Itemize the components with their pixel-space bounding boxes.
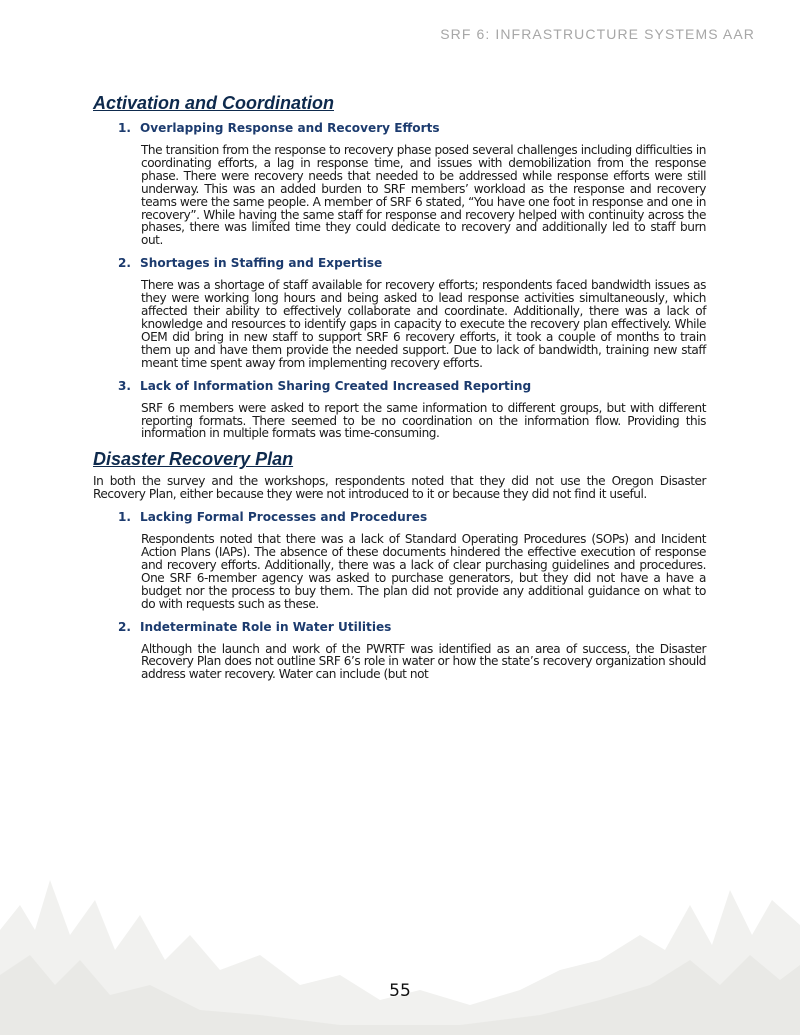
paragraph-recovery-plan-intro: In both the survey and the workshops, respondents noted that they did not use the Oregon Disaster Recovery Plan, either because they were not introduced to it or because they did not find it useful. [93,474,706,502]
section-heading-disaster-recovery-plan: Disaster Recovery Plan [93,449,294,470]
subheading-staffing-shortages [93,256,706,270]
subheading-formal-processes [93,510,706,524]
document-body [93,93,706,690]
item-title-text: Lack of Information Sharing Created Increased Reporting [140,378,532,393]
item-number: 3. [118,378,132,393]
item-title-text: Indeterminate Role in Water Utilities [140,619,392,634]
subheading-information-sharing [93,379,706,393]
running-header: SRF 6: INFRASTRUCTURE SYSTEMS AAR [440,26,755,42]
paragraph-formal-processes: Respondents noted that there was a lack of Standard Operating Procedures (SOPs) and Incident Action Plans (IAPs). The absence of these documents hindered the effective execution of response and recovery efforts. Additionally, there was a lack of clear purchasing guidelines and procedures. One SRF 6-member agency was asked to purchase generators, but they did not have a have a budget nor the process to buy them. The plan did not provide any additional guidance on what to do with requests such as these. [141,532,706,611]
paragraph-information-sharing: SRF 6 members were asked to report the same information to different groups, but with different reporting formats. There seemed to be no coordination on the information flow. Providing this information in multiple formats was time-consuming. [141,400,706,441]
item-title-text: Lacking Formal Processes and Procedures [140,510,428,525]
page-number: 55 [389,981,411,1001]
item-number: 2. [118,619,132,634]
subheading-water-utilities [93,620,706,634]
paragraph-water-utilities: Although the launch and work of the PWRTF was identified as an area of success, the Disaster Recovery Plan does not outline SRF 6’s role in water or how the state’s recovery organization should address water recovery. Water can include (but not [141,641,706,682]
item-title-text: Overlapping Response and Recovery Efforts [140,121,440,135]
item-number: 1. [118,510,132,525]
section-heading-activation-coordination: Activation and Coordination [93,93,334,113]
subheading-overlapping-efforts [93,121,706,135]
paragraph-staffing-shortages: There was a shortage of staff available for recovery efforts; respondents faced bandwidth issues as they were working long hours and being asked to lead response activities simultaneously, which affected their ability to effectively collaborate and coordinate. Additionally, there was a lack of knowledge and resources to identify gaps in capacity to execute the recovery plan effectively. While OEM did bring in new staff to support SRF 6 recovery efforts, it took a couple of months to train them up and have them provide the needed support. Due to lack of bandwidth, training new staff meant time spent away from implementing recovery efforts. [141,278,706,370]
item-number: 1. [118,121,132,135]
item-number: 2. [118,256,132,271]
paragraph-overlapping-efforts: The transition from the response to recovery phase posed several challenges including difficulties in coordinating efforts, a lag in response time, and issues with demobilization from the response phase. There were recovery needs that needed to be addressed while response efforts were still underway. This was an added burden to SRF members’ workload as the response and recovery teams were the same people. A member of SRF 6 stated, “You have one foot in response and one in recovery”. While having the same staff for response and recovery helped with continuity across the phases, there was limited time they could dedicate to recovery and additionally led to staff burn out. [141,143,706,248]
item-title-text: Shortages in Staffing and Expertise [140,256,383,271]
